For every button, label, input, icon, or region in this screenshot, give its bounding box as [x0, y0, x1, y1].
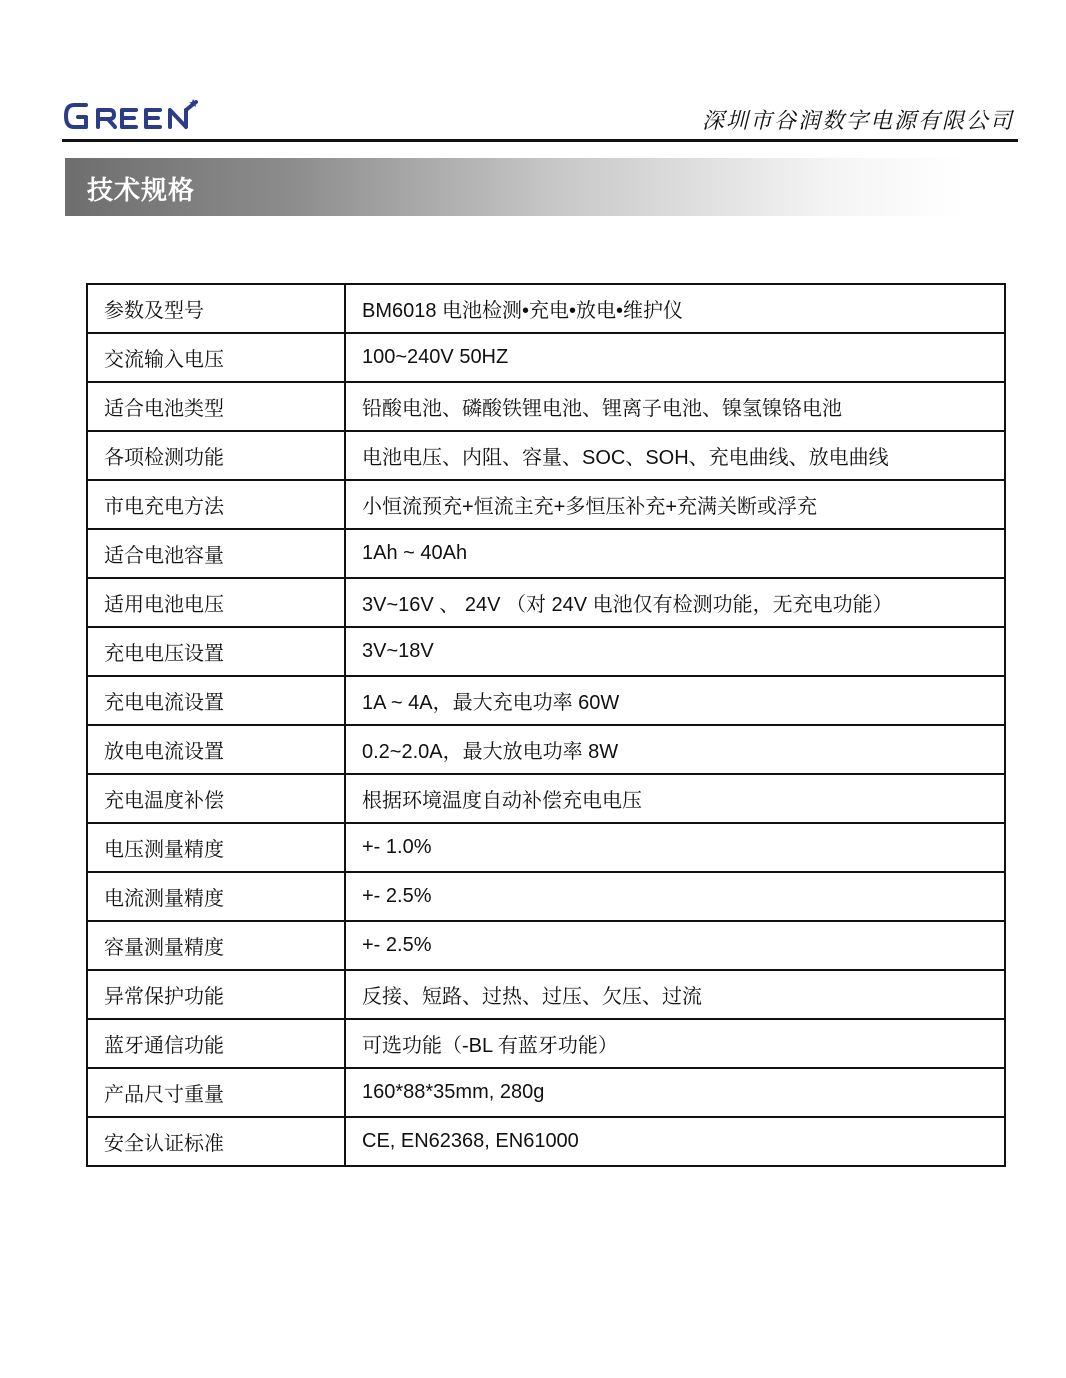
table-row [87, 382, 1005, 431]
spec-value: 0.2~2.0A，最大放电功率 8W [345, 725, 1005, 774]
section-banner [65, 158, 965, 216]
table-row [87, 480, 1005, 529]
green-logo [62, 96, 202, 136]
spec-label: 电压测量精度 [87, 823, 345, 872]
spec-label: 适合电池类型 [87, 382, 345, 431]
table-row [87, 676, 1005, 725]
spec-label: 各项检测功能 [87, 431, 345, 480]
spec-label: 安全认证标准 [87, 1117, 345, 1166]
spec-label: 蓝牙通信功能 [87, 1019, 345, 1068]
table-row [87, 1068, 1005, 1117]
spec-value: 3V~16V 、 24V （对 24V 电池仅有检测功能，无充电功能） [345, 578, 1005, 627]
spec-value: +- 1.0% [345, 823, 1005, 872]
table-row [87, 627, 1005, 676]
spec-label: 充电电流设置 [87, 676, 345, 725]
spec-label: 市电充电方法 [87, 480, 345, 529]
table-row [87, 921, 1005, 970]
table-row [87, 774, 1005, 823]
spec-label: 容量测量精度 [87, 921, 345, 970]
company-name: 深圳市谷润数字电源有限公司 [701, 109, 1014, 134]
spec-value: CE, EN62368, EN61000 [345, 1117, 1005, 1166]
spec-value: 可选功能（-BL 有蓝牙功能） [345, 1019, 1005, 1068]
spec-label: 参数及型号 [87, 284, 345, 333]
header-divider [62, 139, 1018, 142]
spec-value: BM6018 电池检测•充电•放电•维护仪 [345, 284, 1005, 333]
spec-label: 电流测量精度 [87, 872, 345, 921]
section-title: 技术规格 [87, 176, 196, 206]
spec-label: 充电电压设置 [87, 627, 345, 676]
spec-table-body [87, 284, 1005, 1166]
table-row [87, 529, 1005, 578]
spec-value: 反接、短路、过热、过压、欠压、过流 [345, 970, 1005, 1019]
table-row [87, 823, 1005, 872]
spec-value: 小恒流预充+恒流主充+多恒压补充+充满关断或浮充 [345, 480, 1005, 529]
table-row [87, 1117, 1005, 1166]
table-row [87, 725, 1005, 774]
spec-label: 异常保护功能 [87, 970, 345, 1019]
spec-label: 交流输入电压 [87, 333, 345, 382]
spec-value: +- 2.5% [345, 921, 1005, 970]
spec-label: 产品尺寸重量 [87, 1068, 345, 1117]
table-row [87, 1019, 1005, 1068]
table-row [87, 284, 1005, 333]
spec-value: 3V~18V [345, 627, 1005, 676]
spec-value: 1Ah ~ 40Ah [345, 529, 1005, 578]
spec-value: 100~240V 50HZ [345, 333, 1005, 382]
table-row [87, 333, 1005, 382]
spec-value: 1A ~ 4A，最大充电功率 60W [345, 676, 1005, 725]
spec-value: 电池电压、内阻、容量、SOC、SOH、充电曲线、放电曲线 [345, 431, 1005, 480]
spec-table [86, 283, 1006, 1167]
page-header [62, 92, 1018, 142]
spec-label: 放电电流设置 [87, 725, 345, 774]
table-row [87, 578, 1005, 627]
spec-value: 根据环境温度自动补偿充电电压 [345, 774, 1005, 823]
spec-label: 适合电池容量 [87, 529, 345, 578]
table-row [87, 872, 1005, 921]
spec-value: +- 2.5% [345, 872, 1005, 921]
table-row [87, 970, 1005, 1019]
spec-value: 铅酸电池、磷酸铁锂电池、锂离子电池、镍氢镍铬电池 [345, 382, 1005, 431]
spec-value: 160*88*35mm, 280g [345, 1068, 1005, 1117]
spec-label: 适用电池电压 [87, 578, 345, 627]
table-row [87, 431, 1005, 480]
spec-label: 充电温度补偿 [87, 774, 345, 823]
